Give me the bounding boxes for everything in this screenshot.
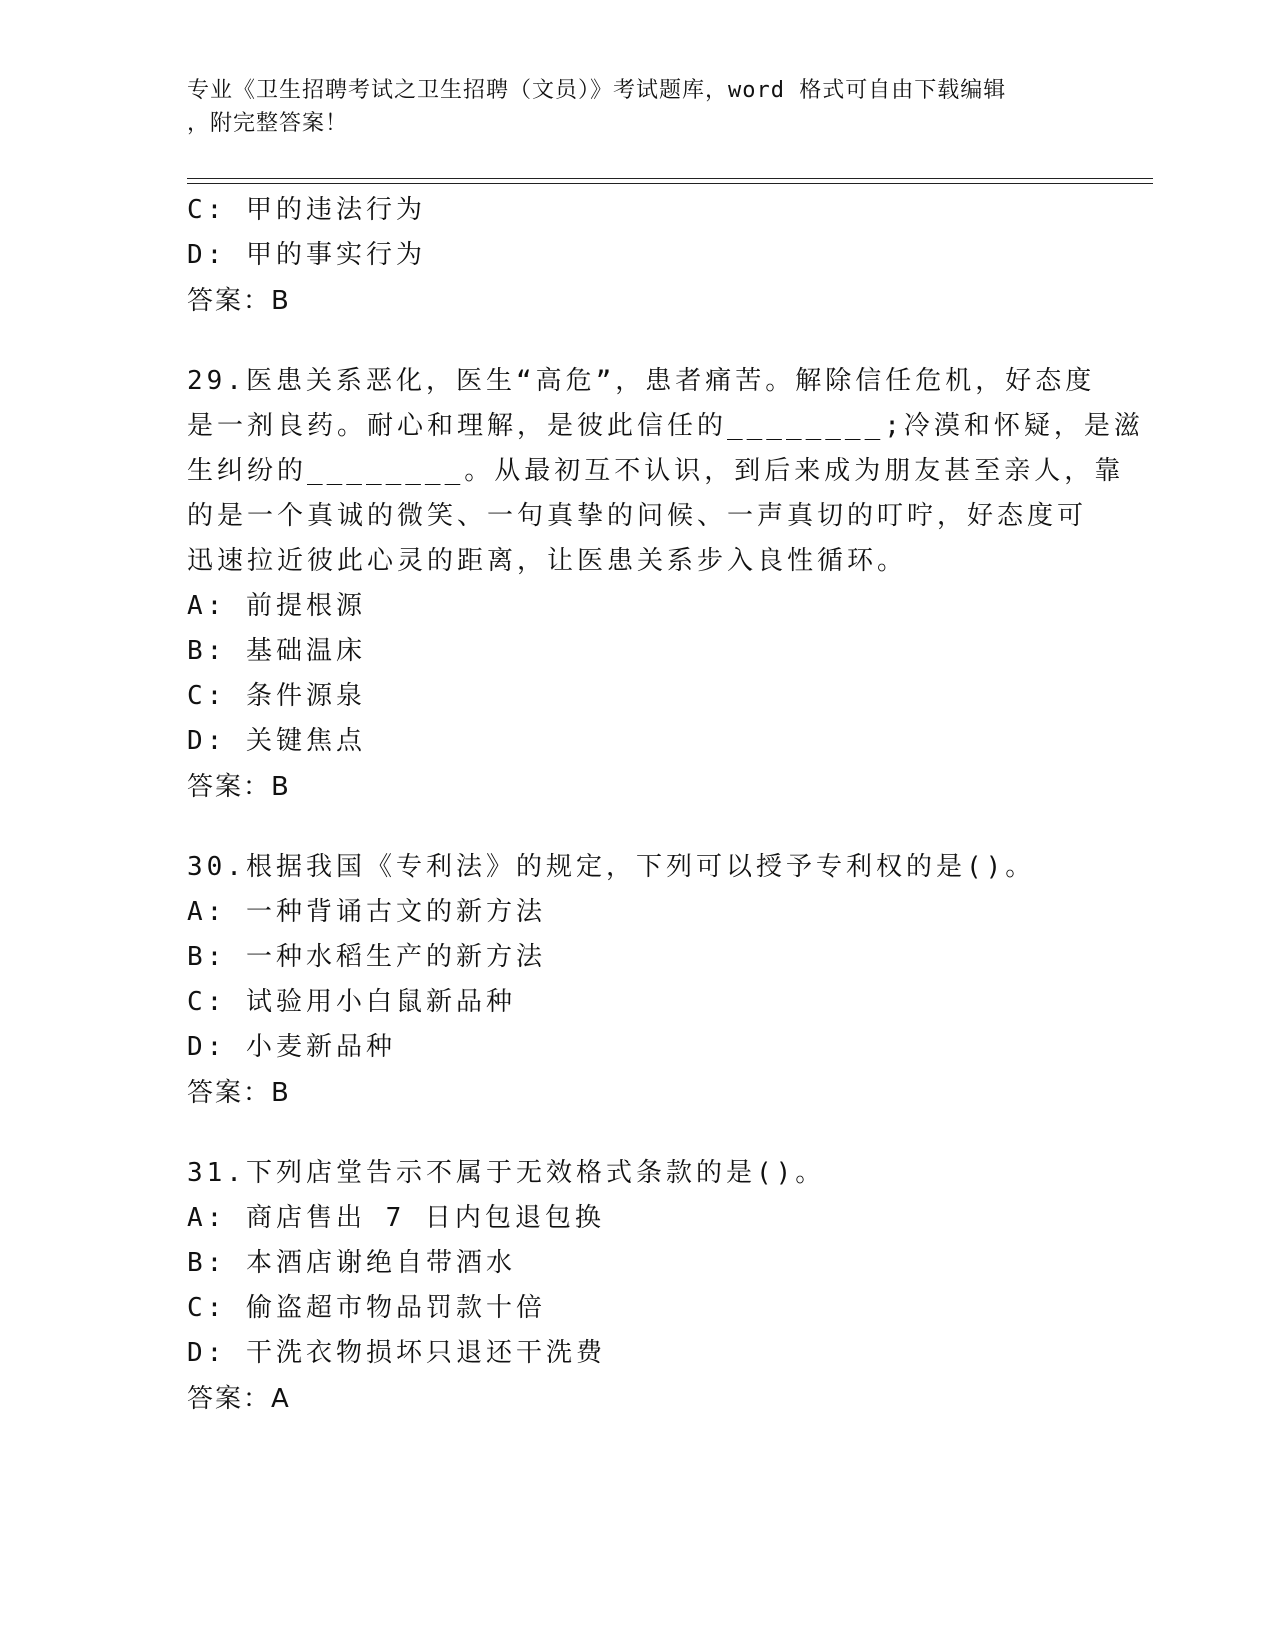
- question-29: [187, 359, 1144, 810]
- option-c: C: 甲的违法行为: [187, 195, 426, 225]
- question-stem-line: 31.下列店堂告示不属于无效格式条款的是()。: [187, 1158, 826, 1188]
- question-stem-line: 30.根据我国《专利法》的规定，下列可以授予专利权的是()。: [187, 852, 1036, 882]
- option-d: D: 关键焦点: [187, 726, 366, 756]
- document-header: [187, 74, 1067, 140]
- option-d: D: 甲的事实行为: [187, 240, 426, 270]
- answer-line: 答案：A: [187, 1384, 291, 1414]
- question-stem-line: 是一剂良药。耐心和理解，是彼此信任的________;冷漠和怀疑，是滋: [187, 411, 1144, 441]
- option-a: A: 前提根源: [187, 591, 366, 621]
- option-a: A: 商店售出 7 日内包退包换: [187, 1203, 605, 1233]
- question-31: [187, 1151, 1087, 1422]
- option-b: B: 基础温床: [187, 636, 366, 666]
- option-c: C: 试验用小白鼠新品种: [187, 987, 516, 1017]
- option-c: C: 偷盗超市物品罚款十倍: [187, 1293, 546, 1323]
- header-divider-bottom: [187, 183, 1153, 184]
- question-stem-line: 迅速拉近彼此心灵的距离，让医患关系步入良性循环。: [187, 546, 908, 576]
- header-divider-top: [187, 178, 1153, 179]
- answer-line: 答案：B: [187, 286, 291, 316]
- option-b: B: 一种水稻生产的新方法: [187, 942, 546, 972]
- answer-line: 答案：B: [187, 1078, 291, 1108]
- question-stem-line: 的是一个真诚的微笑、一句真挚的问候、一声真切的叮咛，好态度可: [187, 501, 1088, 531]
- option-d: D: 小麦新品种: [187, 1032, 396, 1062]
- option-b: B: 本酒店谢绝自带酒水: [187, 1248, 516, 1278]
- question-28-continued: [187, 188, 1087, 324]
- option-a: A: 一种背诵古文的新方法: [187, 897, 546, 927]
- question-30: [187, 845, 1087, 1116]
- question-stem-line: 29.医患关系恶化，医生“高危”，患者痛苦。解除信任危机，好态度: [187, 366, 1096, 396]
- header-title-line-1: 专业《卫生招聘考试之卫生招聘（文员）》考试题库，word 格式可自由下载编辑: [187, 78, 1007, 103]
- answer-line: 答案：B: [187, 772, 291, 802]
- question-stem-line: 生纠纷的________。从最初互不认识，到后来成为朋友甚至亲人，靠: [187, 456, 1125, 486]
- question-content: [187, 188, 1144, 1422]
- header-title-line-2: ，附完整答案！: [187, 111, 349, 136]
- option-c: C: 条件源泉: [187, 681, 366, 711]
- option-d: D: 干洗衣物损坏只退还干洗费: [187, 1338, 606, 1368]
